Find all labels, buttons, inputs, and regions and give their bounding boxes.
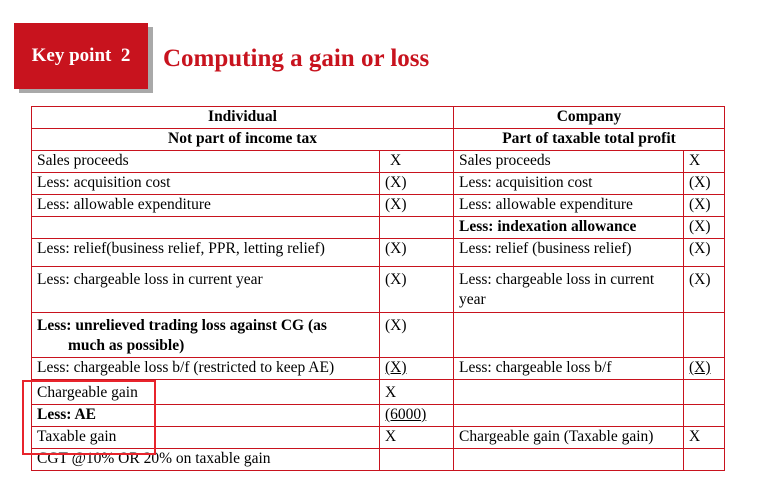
table-row xyxy=(32,173,725,195)
individual-value: (X) xyxy=(380,313,454,358)
individual-value: (6000) xyxy=(380,405,454,427)
table-row xyxy=(32,405,725,427)
table-header-row xyxy=(32,107,725,129)
individual-label: Less: chargeable loss in current year xyxy=(32,267,380,313)
company-label: Less: indexation allowance xyxy=(454,217,684,239)
table-row xyxy=(32,217,725,239)
company-value: (X) xyxy=(684,173,725,195)
company-value: X xyxy=(684,151,725,173)
table-row xyxy=(32,267,725,313)
company-label xyxy=(454,449,684,471)
individual-value: (X) xyxy=(380,267,454,313)
individual-label: Less: AE xyxy=(32,405,380,427)
individual-label: Less: relief(business relief, PPR, letting relief) xyxy=(32,239,380,267)
table-subheader-row xyxy=(32,129,725,151)
individual-label: Less: chargeable loss b/f (restricted to keep AE) xyxy=(32,358,380,380)
company-label: Less: chargeable loss b/f xyxy=(454,358,684,380)
page-title: Computing a gain or loss xyxy=(163,45,430,72)
individual-label-line-1: Less: unrelieved trading loss against CG (as xyxy=(37,317,327,334)
company-value xyxy=(684,405,725,427)
individual-value: (X) xyxy=(380,239,454,267)
table-row xyxy=(32,151,725,173)
company-value: (X) xyxy=(684,195,725,217)
individual-label: Less: allowable expenditure xyxy=(32,195,380,217)
company-label xyxy=(454,405,684,427)
company-value xyxy=(684,380,725,405)
company-value: (X) xyxy=(684,358,725,380)
table-row xyxy=(32,313,725,358)
individual-header: Individual xyxy=(32,107,454,129)
individual-label xyxy=(32,217,380,239)
table-row xyxy=(32,427,725,449)
company-subheader: Part of taxable total profit xyxy=(454,129,725,151)
individual-value: (X) xyxy=(380,358,454,380)
individual-value xyxy=(380,449,454,471)
individual-value: X xyxy=(380,151,454,173)
company-label: Sales proceeds xyxy=(454,151,684,173)
company-label xyxy=(454,313,684,358)
company-label: Less: relief (business relief) xyxy=(454,239,684,267)
table-row xyxy=(32,195,725,217)
company-value: (X) xyxy=(684,239,725,267)
company-value: (X) xyxy=(684,267,725,313)
individual-subheader: Not part of income tax xyxy=(32,129,454,151)
individual-label-line-2: much as possible) xyxy=(68,337,185,354)
table-row xyxy=(32,239,725,267)
company-label: Less: allowable expenditure xyxy=(454,195,684,217)
company-value xyxy=(684,449,725,471)
company-label xyxy=(454,380,684,405)
company-header: Company xyxy=(454,107,725,129)
individual-label: Taxable gain xyxy=(32,427,380,449)
table-row xyxy=(32,380,725,405)
company-value: X xyxy=(684,427,725,449)
company-value: (X) xyxy=(684,217,725,239)
table-row xyxy=(32,358,725,380)
individual-value: (X) xyxy=(380,173,454,195)
table-row xyxy=(32,449,725,471)
individual-value: X xyxy=(380,380,454,405)
individual-value: X xyxy=(380,427,454,449)
company-label: Chargeable gain (Taxable gain) xyxy=(454,427,684,449)
individual-label: Sales proceeds xyxy=(32,151,380,173)
company-label: Less: chargeable loss in current year xyxy=(454,267,684,313)
company-label: Less: acquisition cost xyxy=(454,173,684,195)
individual-label: Less: acquisition cost xyxy=(32,173,380,195)
company-value xyxy=(684,313,725,358)
individual-value xyxy=(380,217,454,239)
individual-value: (X) xyxy=(380,195,454,217)
gain-loss-table xyxy=(31,106,725,471)
individual-label xyxy=(32,313,380,358)
individual-label: Chargeable gain xyxy=(32,380,380,405)
individual-label: CGT @10% OR 20% on taxable gain xyxy=(32,449,380,471)
key-point-badge: Key point 2 xyxy=(14,23,148,89)
